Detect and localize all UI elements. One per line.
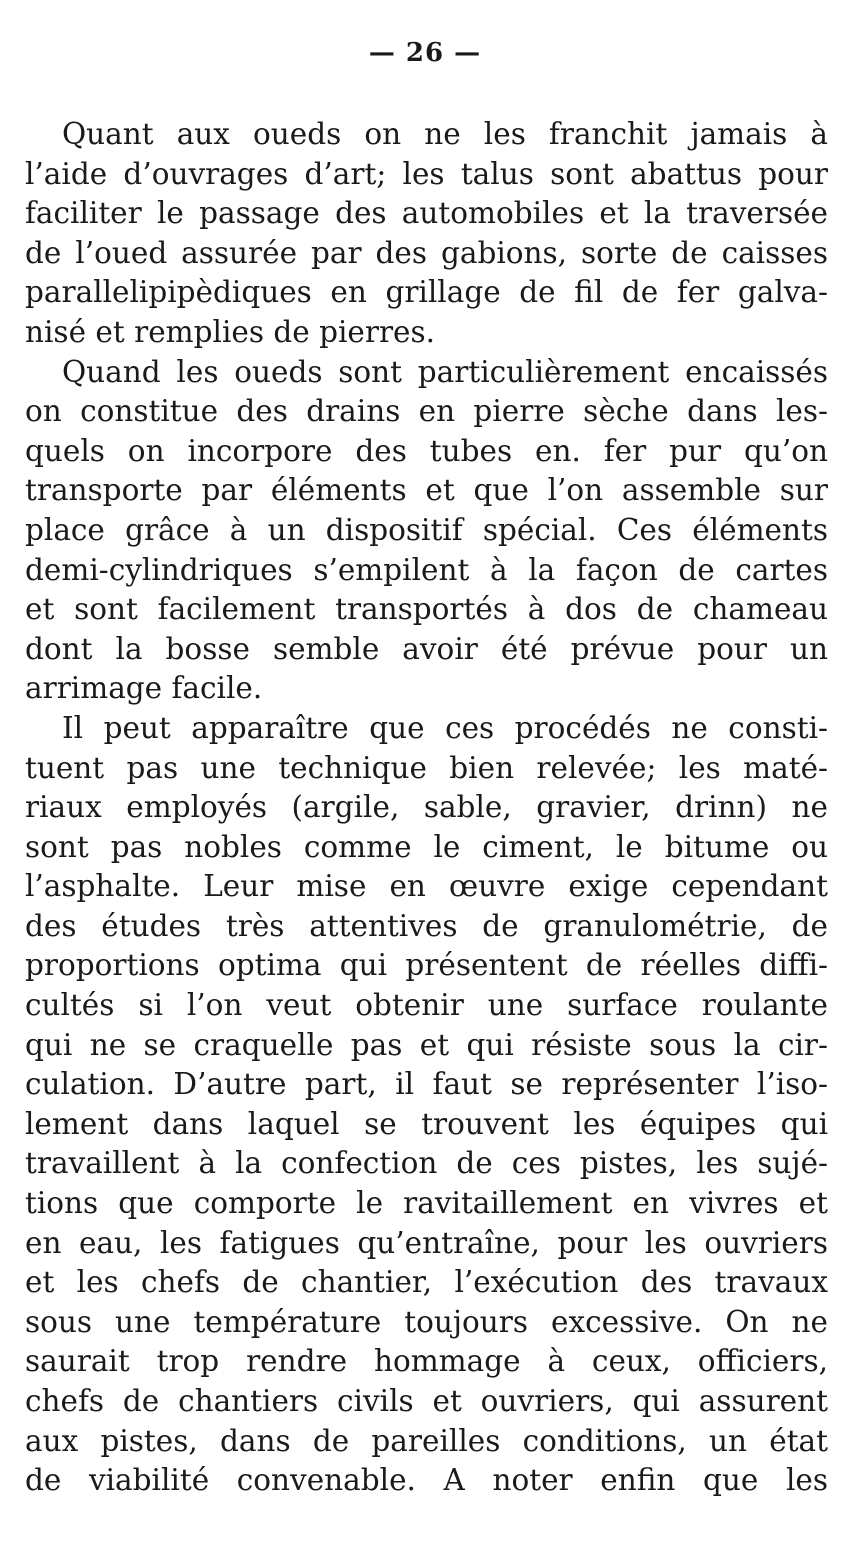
paragraph-1 <box>25 115 828 353</box>
text-line: cultés si l’on veut obtenir une surface roulante <box>25 988 828 1023</box>
text-line: parallelipipèdiques en grillage de fil de fer galva- <box>25 275 828 310</box>
text-line: qui ne se craquelle pas et qui résiste sous la cir- <box>25 1027 828 1062</box>
text-line: en eau, les fatigues qu’entraîne, pour les ouvriers <box>25 1225 828 1260</box>
text-line: arrimage facile. <box>25 671 263 706</box>
text-line: l’asphalte. Leur mise en œuvre exige cependant <box>25 869 828 904</box>
body-text <box>25 115 828 1501</box>
text-line: et les chefs de chantier, l’exécution des travaux <box>25 1265 828 1300</box>
text-line: Quand les oueds sont particulièrement encaissés <box>62 354 828 389</box>
text-line: et sont facilement transportés à dos de chameau <box>25 592 828 627</box>
text-line: lement dans laquel se trouvent les équipes qui <box>25 1106 828 1141</box>
paragraph-3 <box>25 709 828 1501</box>
text-line: sont pas nobles comme le ciment, le bitume ou <box>25 829 828 864</box>
text-line: de viabilité convenable. A noter enfin que les <box>25 1463 828 1498</box>
page-number: — 26 — <box>368 38 482 68</box>
text-line: faciliter le passage des automobiles et la traversée <box>25 196 828 231</box>
text-line: chefs de chantiers civils et ouvriers, qui assurent <box>25 1384 828 1418</box>
text-line: proportions optima qui présentent de réelles diffi- <box>25 948 828 983</box>
text-line: tions que comporte le ravitaillement en vivres et <box>25 1186 828 1221</box>
text-line: place grâce à un dispositif spécial. Ces éléments <box>25 512 828 547</box>
text-line: on constitue des drains en pierre sèche dans les- <box>25 394 828 429</box>
text-line: transporte par éléments et que l’on assemble sur <box>25 473 828 508</box>
text-line: des études très attentives de granulométrie, de <box>25 908 828 943</box>
text-line: quels on incorpore des tubes en. fer pur qu’on <box>25 433 828 468</box>
text-line: l’aide d’ouvrages d’art; les talus sont abattus pour <box>25 156 828 191</box>
text-line: dont la bosse semble avoir été prévue pour un <box>25 631 828 666</box>
text-line: sous une température toujours excessive. On ne <box>25 1304 828 1339</box>
text-line: Quant aux oueds on ne les franchit jamais à <box>62 117 828 151</box>
text-line: travaillent à la confection de ces pistes, les sujé- <box>25 1146 828 1181</box>
text-line: aux pistes, dans de pareilles conditions, un état <box>25 1423 828 1458</box>
text-line: saurait trop rendre hommage à ceux, officiers, <box>25 1344 828 1379</box>
text-line: de l’oued assurée par des gabions, sorte de caisses <box>25 235 828 270</box>
text-line: riaux employés (argile, sable, gravier, drinn) ne <box>25 790 828 825</box>
text-line: Il peut apparaître que ces procédés ne consti- <box>62 710 828 745</box>
text-line: demi-cylindriques s’empilent à la façon de cartes <box>25 552 828 587</box>
paragraph-2 <box>25 353 828 709</box>
text-line: nisé et remplies de pierres. <box>25 314 436 349</box>
text-line: culation. D’autre part, il faut se représenter l’iso- <box>25 1067 828 1102</box>
text-line: tuent pas une technique bien relevée; les maté- <box>25 750 828 785</box>
